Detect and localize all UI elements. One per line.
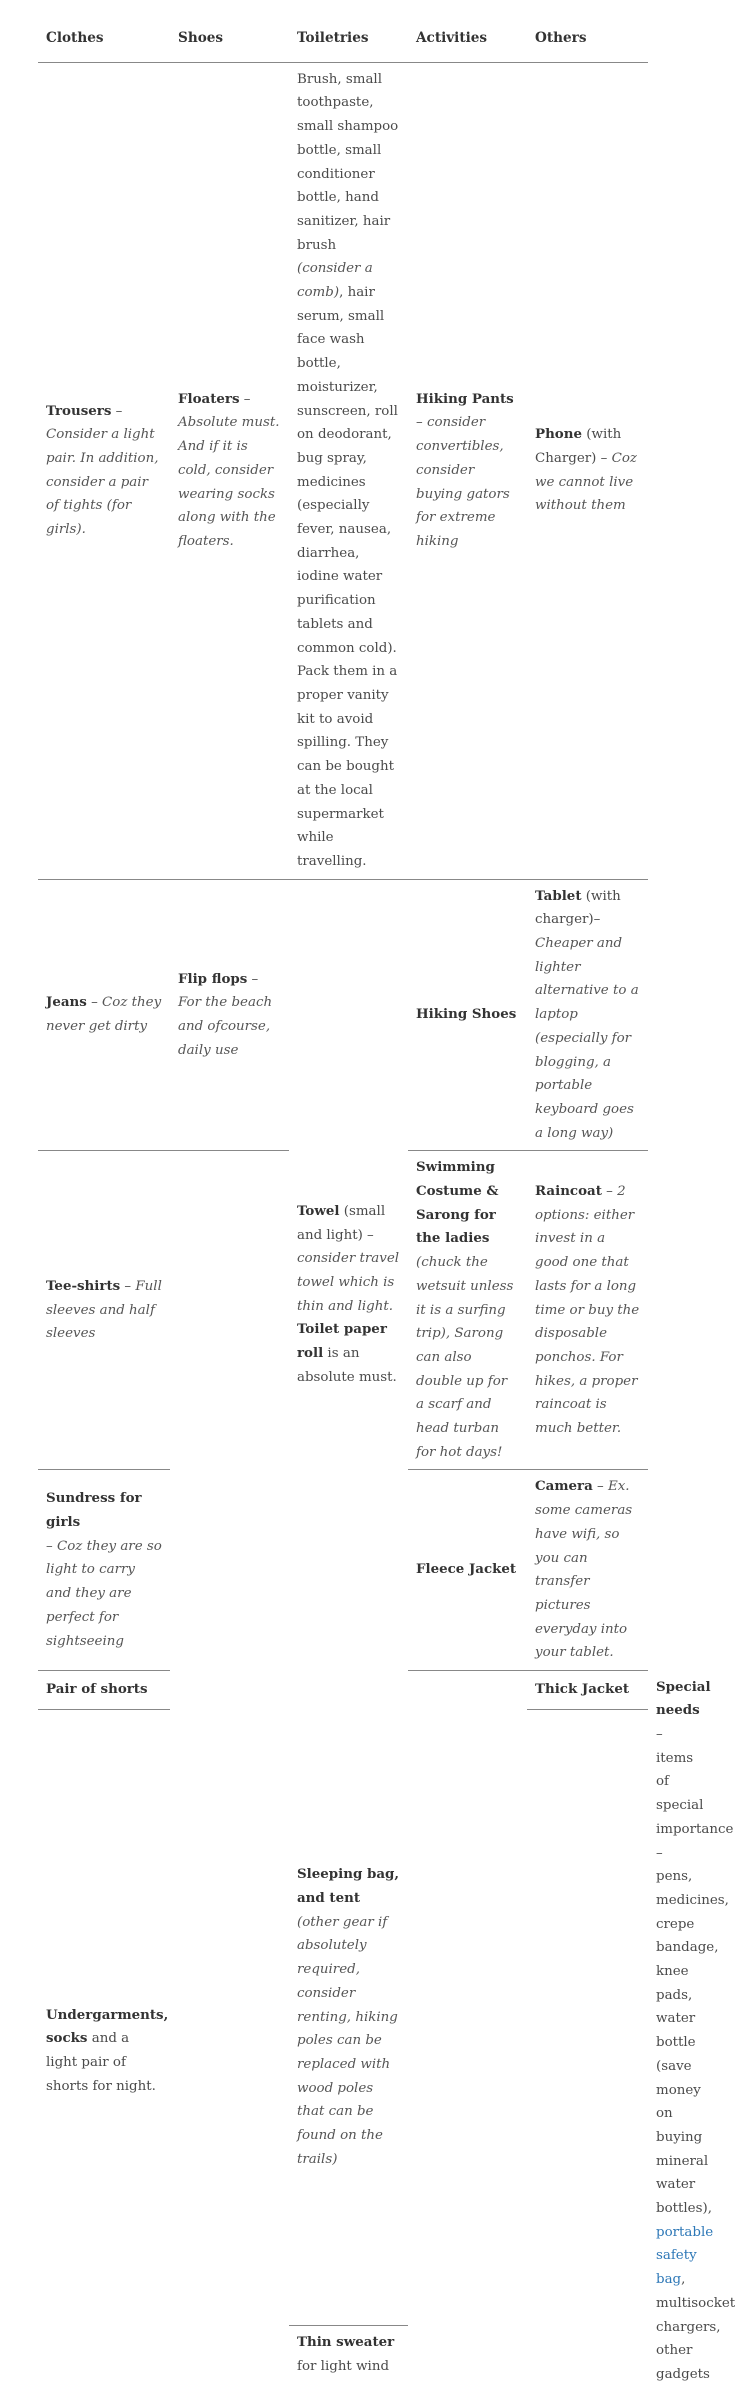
cell-hiking-pants: Hiking Pants – consider convertibles, consider buying gators for extreme hiking bbox=[408, 62, 527, 879]
cell-towel: Towel (small and light) – consider travel towel which is thin and light. Toilet paper roll is an absolute must. bbox=[297, 1202, 400, 1385]
cell-fleece-jacket: Fleece Jacket bbox=[408, 1470, 527, 1671]
cell-hiking-shoes: Hiking Shoes bbox=[408, 879, 527, 1151]
header-others: Others bbox=[527, 18, 648, 62]
table-row bbox=[38, 1710, 648, 2326]
cell-phone: Phone (with Charger) – Coz we cannot live without them bbox=[527, 62, 648, 879]
cell-thick-jacket: Thick Jacket bbox=[527, 1671, 648, 1710]
cell-sleeping-bag: Sleeping bag, and tent (other gear if absolutely required, consider renting, hiking poles can be replaced with wood poles that can be found on the trails) bbox=[289, 1710, 408, 2326]
header-toiletries: Toiletries bbox=[289, 18, 408, 62]
header-row bbox=[38, 18, 648, 62]
cell-jeans: Jeans – Coz they never get dirty bbox=[38, 879, 170, 1151]
cell-raincoat: Raincoat – 2 options: either invest in a good one that lasts for a long time or buy the disposable ponchos. For hikes, a proper raincoat is much better. bbox=[527, 1151, 648, 1470]
cell-swimming-costume: Swimming Costume & Sarong for the ladies (chuck the wetsuit unless it is a surfing trip), Sarong can also double up for a scarf and head turban for hot days! bbox=[408, 1151, 527, 1470]
portable-safety-bag-link[interactable]: portable safety bag bbox=[656, 2224, 714, 2288]
header-activities: Activities bbox=[408, 18, 527, 62]
header-shoes: Shoes bbox=[170, 18, 289, 62]
cell-tablet: Tablet (with charger)– Cheaper and lighter alternative to a laptop (especially for blogging, a portable keyboard goes a long way) bbox=[527, 879, 648, 1151]
cell-trousers: Trousers – Consider a light pair. In addition, consider a pair of tights (for girls). bbox=[38, 62, 170, 879]
cell-tee-shirts: Tee-shirts – Full sleeves and half sleeves bbox=[38, 1151, 170, 1470]
cell-toiletries-empty bbox=[408, 1671, 527, 2392]
cell-shoes-empty bbox=[170, 1151, 289, 2392]
cell-flip-flops: Flip flops – For the beach and ofcourse, daily use bbox=[170, 879, 289, 1151]
packing-list-table bbox=[38, 18, 735, 2392]
cell-undergarments: Undergarments, socks and a light pair of shorts for night. bbox=[46, 2006, 169, 2094]
cell-camera: Camera – Ex. some cameras have wifi, so you can transfer pictures everyday into your tablet. bbox=[527, 1470, 648, 1671]
table-row bbox=[38, 62, 648, 879]
table-row bbox=[38, 879, 648, 1151]
header-clothes: Clothes bbox=[38, 18, 170, 62]
table-row: Pair of shorts Thick Jacket Special needs – items of special importance – pens, medicines, crepe bandage, knee pads, water bottle (save money on buying mineral water bottles), portable safety bag, multisocket chargers, other gadgets bbox=[38, 1671, 648, 1710]
cell-toiletries-kit: Brush, small toothpaste, small shampoo bottle, small conditioner bottle, hand sanitizer, hair brush (consider a comb), hair serum, small face wash bottle, moisturizer, sunscreen, roll on deodorant, bug spray, medicines (especially fever, nausea, diarrhea, iodine water purification tablets and common cold). Pack them in a proper vanity kit to avoid spilling. They can be bought at the local supermarket while travelling. bbox=[289, 62, 408, 879]
cell-thin-sweater: Thin sweater for light wind bbox=[297, 2334, 395, 2374]
cell-floaters: Floaters – Absolute must. And if it is cold, consider wearing socks along with the floaters. bbox=[170, 62, 289, 879]
cell-shorts: Pair of shorts bbox=[38, 1671, 170, 1710]
cell-sundress: Sundress for girls – Coz they are so light to carry and they are perfect for sightseeing bbox=[38, 1470, 170, 1671]
